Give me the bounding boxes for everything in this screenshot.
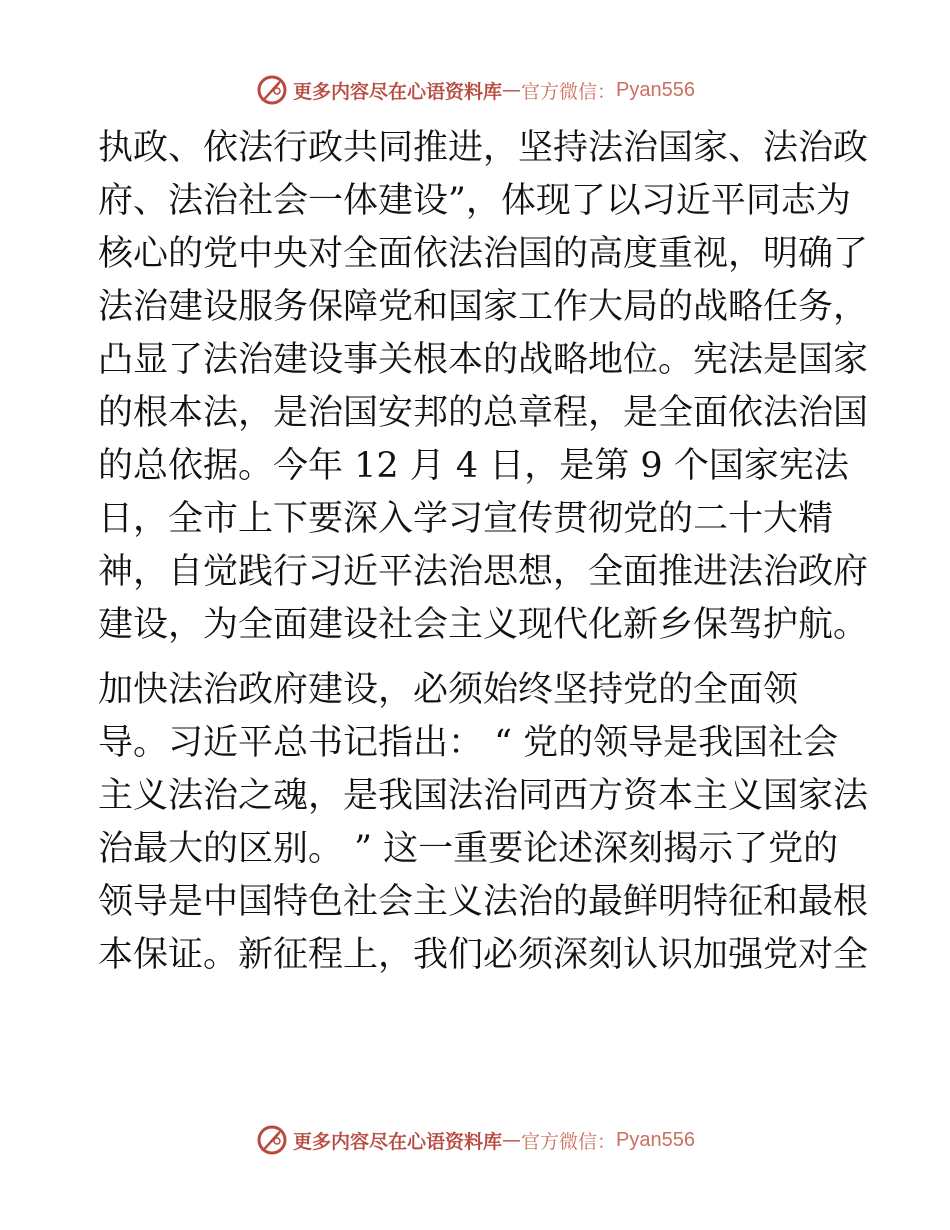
text-line: 核心的党中央对全面依法治国的高度重视，明确了 xyxy=(98,234,869,274)
text-line: 领导是中国特色社会主义法治的最鲜明特征和最根 xyxy=(98,882,869,922)
text-line: 执政、依法行政共同推进，坚持法治国家、法治政 xyxy=(98,128,869,168)
text-line: 日，全市上下要深入学习宣传贯彻党的二十大精 xyxy=(98,499,834,539)
text-line: 建设，为全面建设社会主义现代化新乡保驾护航。 xyxy=(98,605,869,645)
quill-pen-circle-icon xyxy=(255,73,289,107)
quill-pen-circle-icon xyxy=(255,1123,289,1157)
text-line: 导。习近平总书记指出： “ 党的领导是我国社会 xyxy=(98,723,839,763)
watermark-dash: — xyxy=(502,1129,522,1151)
watermark-site-text: 更多内容尽在心语资料库 xyxy=(293,1130,503,1153)
watermark-wechat-id: Pyan556 xyxy=(616,78,695,101)
text-line: 加快法治政府建设，必须始终坚持党的全面领 xyxy=(98,670,799,710)
text-line: 本保证。新征程上，我们必须深刻认识加强党对全 xyxy=(98,935,869,975)
text-line: 治最大的区别。 ” 这一重要论述深刻揭示了党的 xyxy=(98,829,839,869)
watermark-wechat-label: 官方微信： xyxy=(521,1130,617,1153)
text-line: 的总依据。今年 12 月 4 日，是第 9 个国家宪法 xyxy=(98,446,849,486)
text-line: 主义法治之魂，是我国法治同西方资本主义国家法 xyxy=(98,776,869,816)
watermark-dash: — xyxy=(502,79,522,101)
document-body xyxy=(98,122,869,982)
watermark-site-text: 更多内容尽在心语资料库 xyxy=(293,80,503,103)
text-line: 凸显了法治建设事关根本的战略地位。宪法是国家 xyxy=(98,340,869,380)
paragraph xyxy=(98,664,869,982)
header-watermark xyxy=(0,72,950,108)
text-line: 府、法治社会一体建设”，体现了以习近平同志为 xyxy=(98,181,851,221)
watermark-wechat-label: 官方微信： xyxy=(521,80,617,103)
paragraph xyxy=(98,122,869,652)
text-line: 法治建设服务保障党和国家工作大局的战略任务， xyxy=(98,287,869,327)
footer-watermark xyxy=(0,1122,950,1158)
text-line: 的根本法，是治国安邦的总章程，是全面依法治国 xyxy=(98,393,869,433)
text-line: 神，自觉践行习近平法治思想，全面推进法治政府 xyxy=(98,552,869,592)
watermark-wechat-id: Pyan556 xyxy=(616,1128,695,1151)
